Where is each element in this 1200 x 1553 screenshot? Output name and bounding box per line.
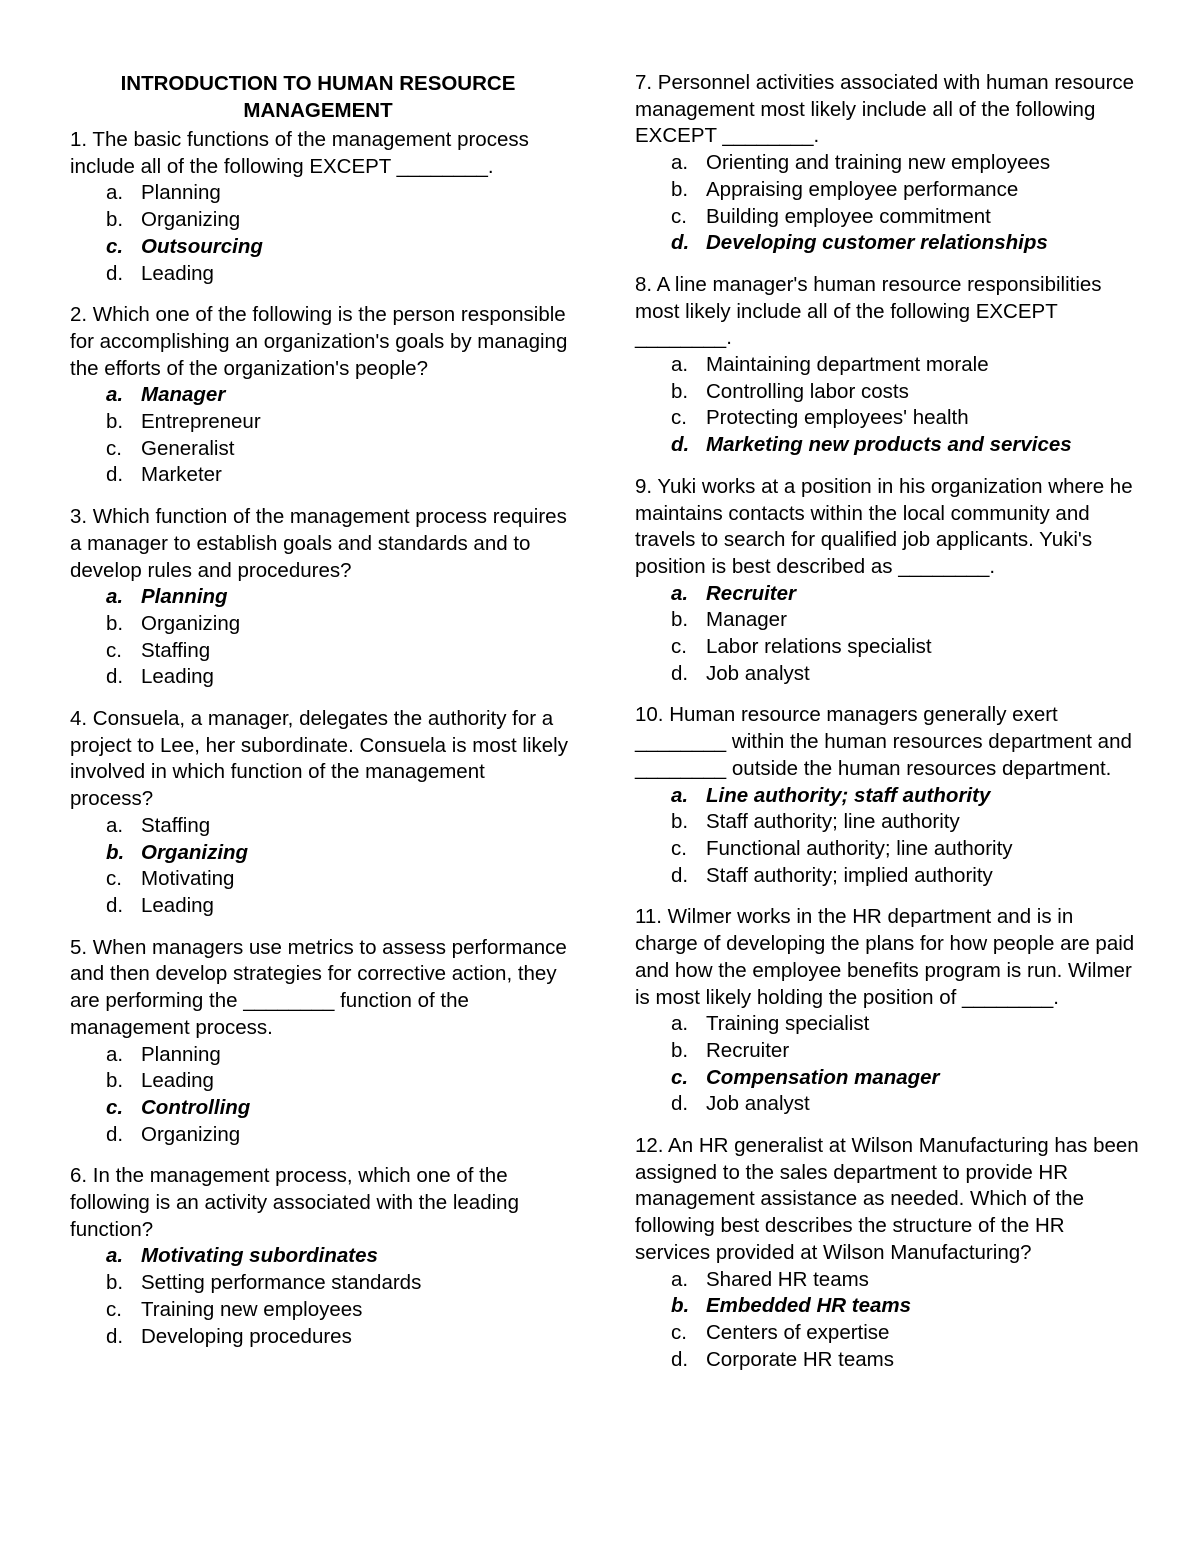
answer-options xyxy=(70,1042,570,1149)
answer-option xyxy=(70,893,570,920)
question-text: 5. When managers use metrics to assess performance and then develop strategies for corrective action, they are performing the ________ function of the management process. xyxy=(70,935,567,1039)
option-text: Orienting and training new employees xyxy=(706,151,1051,175)
answer-options xyxy=(635,783,1140,890)
question-text: 10. Human resource managers generally exert ________ within the human resources department and ________ outside the human resources department. xyxy=(635,703,1132,780)
answer-option xyxy=(635,1347,1140,1374)
question-block xyxy=(70,127,570,287)
answer-option xyxy=(635,1011,1140,1038)
answer-options xyxy=(70,180,570,287)
answer-options xyxy=(70,1243,570,1350)
correct-answer-option xyxy=(635,783,1140,810)
option-letter: c. xyxy=(106,1297,122,1321)
option-letter: d. xyxy=(106,1324,124,1348)
option-letter: d. xyxy=(671,1092,689,1116)
correct-answer-option xyxy=(635,581,1140,608)
left-question-list xyxy=(70,127,570,1350)
option-text: Generalist xyxy=(141,436,235,460)
option-text: Leading xyxy=(141,893,214,917)
option-text: Manager xyxy=(141,383,226,407)
option-text: Organizing xyxy=(141,840,249,864)
option-text: Recruiter xyxy=(706,1038,790,1062)
answer-option xyxy=(635,1038,1140,1065)
correct-answer-option xyxy=(70,584,570,611)
answer-options xyxy=(635,352,1140,459)
option-letter: c. xyxy=(106,1095,124,1119)
right-column xyxy=(635,70,1140,1388)
option-text: Leading xyxy=(141,261,214,285)
option-text: Marketing new products and services xyxy=(706,433,1072,457)
option-letter: d. xyxy=(106,261,124,285)
answer-option xyxy=(70,1270,570,1297)
correct-answer-option xyxy=(635,1065,1140,1092)
answer-option xyxy=(70,436,570,463)
option-letter: a. xyxy=(671,1267,689,1291)
option-letter: b. xyxy=(106,611,124,635)
option-letter: a. xyxy=(106,585,124,609)
option-letter: c. xyxy=(106,638,122,662)
option-letter: b. xyxy=(106,1271,124,1295)
answer-option xyxy=(70,1324,570,1351)
option-letter: a. xyxy=(106,813,124,837)
option-text: Marketer xyxy=(141,463,222,487)
right-question-list xyxy=(635,70,1140,1373)
option-text: Motivating subordinates xyxy=(141,1244,378,1268)
option-text: Organizing xyxy=(141,611,241,635)
question-text: 11. Wilmer works in the HR department and is in charge of developing the plans for how people are paid and how the employee benefits program is run. Wilmer is most likely holding the position of ________. xyxy=(635,905,1135,1009)
option-letter: d. xyxy=(671,1347,689,1371)
correct-answer-option xyxy=(70,1243,570,1270)
answer-option xyxy=(70,180,570,207)
option-text: Leading xyxy=(141,1069,214,1093)
question-text: 4. Consuela, a manager, delegates the authority for a project to Lee, her subordinate. Consuela is most likely involved in which function of the management process? xyxy=(70,707,568,811)
option-text: Entrepreneur xyxy=(141,410,261,434)
option-text: Planning xyxy=(141,181,221,205)
option-text: Planning xyxy=(141,585,228,609)
option-text: Recruiter xyxy=(706,581,797,605)
answer-option xyxy=(635,661,1140,688)
option-text: Training specialist xyxy=(706,1012,870,1036)
option-letter: a. xyxy=(671,783,689,807)
option-letter: d. xyxy=(671,433,690,457)
question-block xyxy=(635,904,1140,1118)
question-text: 12. An HR generalist at Wilson Manufacturing has been assigned to the sales department to provide HR management assistance as needed. Which of the following best describes the structure of the HR services provided at Wilson Manufacturing? xyxy=(635,1134,1139,1264)
option-letter: d. xyxy=(671,863,689,887)
option-text: Corporate HR teams xyxy=(706,1347,894,1371)
option-text: Organizing xyxy=(141,208,241,232)
question-block xyxy=(635,70,1140,257)
option-letter: c. xyxy=(671,204,687,228)
option-letter: b. xyxy=(671,810,689,834)
answer-option xyxy=(635,607,1140,634)
question-text: 9. Yuki works at a position in his organization where he maintains contacts within the local community and travels to search for qualified job applicants. Yuki's position is best described as ________. xyxy=(635,474,1133,578)
option-letter: c. xyxy=(106,234,124,258)
option-letter: c. xyxy=(671,635,687,659)
answer-option xyxy=(70,638,570,665)
question-text: 7. Personnel activities associated with human resource management most likely include all of the following EXCEPT ________. xyxy=(635,71,1135,148)
option-text: Labor relations specialist xyxy=(706,635,932,659)
option-letter: b. xyxy=(671,1038,689,1062)
question-block xyxy=(70,302,570,489)
option-letter: b. xyxy=(106,1069,124,1093)
option-text: Centers of expertise xyxy=(706,1320,890,1344)
answer-option xyxy=(635,177,1140,204)
correct-answer-option xyxy=(70,234,570,261)
question-block xyxy=(635,272,1140,459)
answer-option xyxy=(70,207,570,234)
option-letter: b. xyxy=(106,410,124,434)
answer-option xyxy=(635,1091,1140,1118)
question-block xyxy=(635,474,1140,688)
option-text: Staffing xyxy=(141,813,211,837)
question-text: 2. Which one of the following is the person responsible for accomplishing an organization's goals by managing the efforts of the organization's people? xyxy=(70,303,568,380)
answer-options xyxy=(635,1011,1140,1118)
answer-option xyxy=(70,261,570,288)
correct-answer-option xyxy=(70,382,570,409)
question-text: 8. A line manager's human resource responsibilities most likely include all of the following EXCEPT ________. xyxy=(635,272,1102,350)
option-letter: a. xyxy=(106,181,124,205)
question-text: 6. In the management process, which one of the following is an activity associated with the leading function? xyxy=(70,1164,519,1241)
option-letter: d. xyxy=(671,231,690,255)
option-text: Controlling labor costs xyxy=(706,379,909,403)
option-text: Developing customer relationships xyxy=(706,231,1048,255)
answer-option xyxy=(635,836,1140,863)
option-text: Outsourcing xyxy=(141,234,263,258)
option-letter: a. xyxy=(671,1012,689,1036)
option-text: Manager xyxy=(706,608,787,632)
option-letter: a. xyxy=(671,581,689,605)
answer-option xyxy=(70,664,570,691)
answer-option xyxy=(70,462,570,489)
correct-answer-option xyxy=(635,1293,1140,1320)
option-text: Embedded HR teams xyxy=(706,1294,912,1318)
option-text: Developing procedures xyxy=(141,1324,352,1348)
question-text: 3. Which function of the management process requires a manager to establish goals and standards and to develop rules and procedures? xyxy=(70,505,567,582)
option-letter: b. xyxy=(671,379,689,403)
answer-option xyxy=(635,863,1140,890)
option-text: Maintaining department morale xyxy=(706,353,989,377)
answer-option xyxy=(635,809,1140,836)
option-text: Staffing xyxy=(141,638,211,662)
answer-options xyxy=(635,1267,1140,1374)
answer-option xyxy=(70,1042,570,1069)
option-letter: b. xyxy=(671,608,689,632)
question-block xyxy=(70,504,570,691)
answer-options xyxy=(635,581,1140,688)
correct-answer-option xyxy=(635,432,1140,459)
question-block xyxy=(70,706,570,920)
answer-option xyxy=(635,405,1140,432)
answer-options xyxy=(635,150,1140,257)
question-block xyxy=(635,702,1140,889)
option-text: Staff authority; line authority xyxy=(706,810,960,834)
answer-option xyxy=(635,1320,1140,1347)
answer-option xyxy=(70,813,570,840)
option-text: Job analyst xyxy=(706,1092,810,1116)
answer-option xyxy=(635,352,1140,379)
option-letter: b. xyxy=(671,1294,690,1318)
option-letter: d. xyxy=(106,665,124,689)
answer-options xyxy=(70,584,570,691)
answer-option xyxy=(70,1297,570,1324)
option-letter: c. xyxy=(671,1320,687,1344)
option-letter: c. xyxy=(671,836,687,860)
option-text: Shared HR teams xyxy=(706,1267,869,1291)
answer-option xyxy=(635,634,1140,661)
option-text: Motivating xyxy=(141,867,235,891)
option-letter: a. xyxy=(106,1244,124,1268)
question-text: 1. The basic functions of the management process include all of the following EXCEPT ________. xyxy=(70,128,529,178)
answer-option xyxy=(70,866,570,893)
option-text: Functional authority; line authority xyxy=(706,836,1013,860)
option-letter: d. xyxy=(106,1122,124,1146)
option-text: Setting performance standards xyxy=(141,1271,422,1295)
option-text: Job analyst xyxy=(706,661,810,685)
option-text: Staff authority; implied authority xyxy=(706,863,993,887)
option-letter: b. xyxy=(671,177,689,201)
answer-options xyxy=(70,813,570,920)
option-text: Leading xyxy=(141,665,214,689)
option-letter: c. xyxy=(671,1065,689,1089)
option-letter: a. xyxy=(106,1042,124,1066)
option-text: Controlling xyxy=(141,1095,251,1119)
answer-option xyxy=(70,1068,570,1095)
question-block xyxy=(635,1133,1140,1373)
option-letter: c. xyxy=(106,436,122,460)
option-letter: d. xyxy=(106,893,124,917)
correct-answer-option xyxy=(635,230,1140,257)
answer-options xyxy=(70,382,570,489)
option-text: Appraising employee performance xyxy=(706,177,1019,201)
option-letter: c. xyxy=(106,867,122,891)
answer-option xyxy=(635,150,1140,177)
left-column xyxy=(70,70,570,1365)
option-letter: d. xyxy=(106,463,124,487)
answer-option xyxy=(70,409,570,436)
document-title: INTRODUCTION TO HUMAN RESOURCE MANAGEMENT xyxy=(120,72,516,122)
answer-option xyxy=(635,1267,1140,1294)
option-letter: a. xyxy=(671,353,689,377)
option-letter: c. xyxy=(671,406,687,430)
answer-option xyxy=(635,379,1140,406)
answer-option xyxy=(70,1122,570,1149)
question-block xyxy=(70,935,570,1149)
option-text: Organizing xyxy=(141,1122,241,1146)
option-text: Compensation manager xyxy=(706,1065,940,1089)
option-letter: d. xyxy=(671,661,689,685)
answer-option xyxy=(635,204,1140,231)
correct-answer-option xyxy=(70,840,570,867)
option-letter: b. xyxy=(106,208,124,232)
correct-answer-option xyxy=(70,1095,570,1122)
option-text: Protecting employees' health xyxy=(706,406,969,430)
option-text: Training new employees xyxy=(141,1297,363,1321)
option-letter: a. xyxy=(106,383,124,407)
option-text: Line authority; staff authority xyxy=(706,783,991,807)
option-letter: b. xyxy=(106,840,125,864)
question-block xyxy=(70,1163,570,1350)
option-text: Planning xyxy=(141,1042,221,1066)
option-text: Building employee commitment xyxy=(706,204,991,228)
answer-option xyxy=(70,611,570,638)
option-letter: a. xyxy=(671,151,689,175)
